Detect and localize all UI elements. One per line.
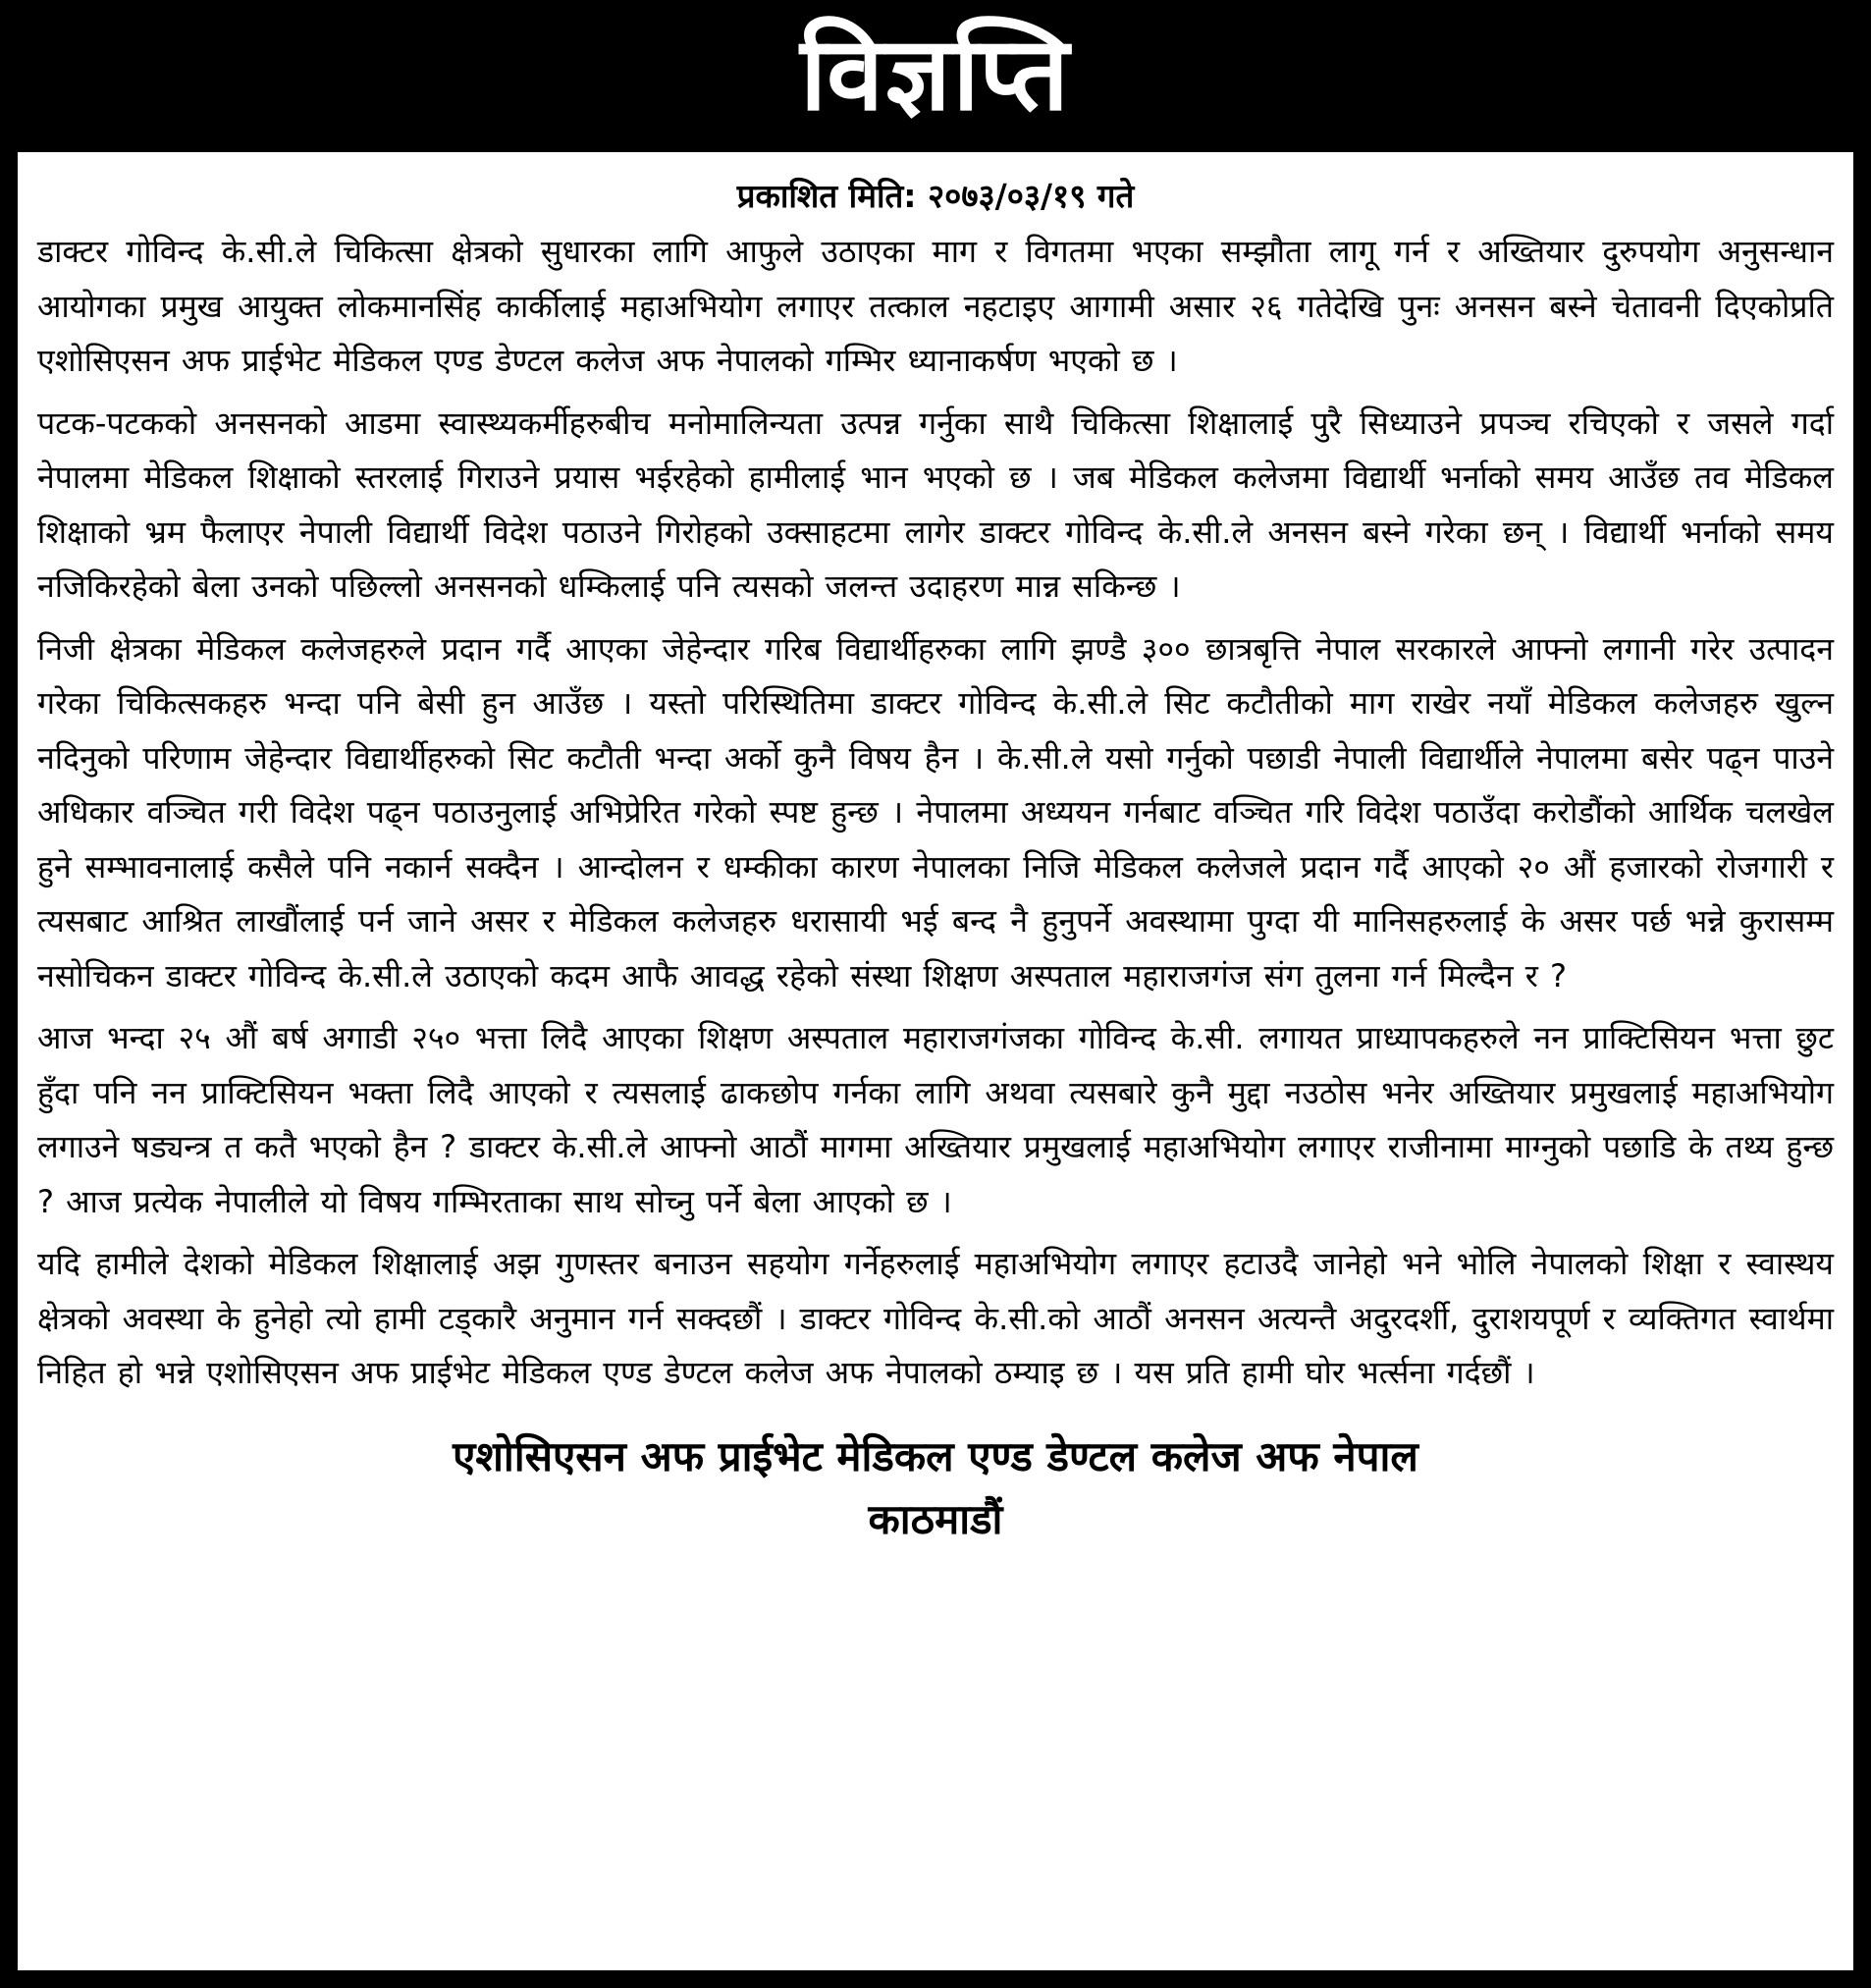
signature-place: काठमाडौं [868, 1494, 1003, 1543]
paragraph-3: निजी क्षेत्रका मेडिकल कलेजहरुले प्रदान गर्दै आएका जेहेन्दार गरिब विद्यार्थीहरुका लागि झण्डै ३०० छात्रबृत्ति नेपाल सरकारले आफ्नो लगानी गरेर उत्पादन गरेका चिकित्सकहरु भन्दा पनि बेसी हुन आउँछ । यस्तो परिस्थितिमा डाक्टर गोविन्द के.सी.ले सिट कटौतीको माग राखेर नयाँ मेडिकल कलेजहरु खुल्न नदिनुको परिणाम जेहेन्दार विद्यार्थीहरुको सिट कटौती भन्दा अर्को कुनै विषय हैन । के.सी.ले यसो गर्नुको पछाडी नेपाली विद्यार्थीले नेपालमा बसेर पढ्न पाउने अधिकार वञ्चित गरी विदेश पढ्न पठाउनुलाई अभिप्रेरित गरेको स्पष्ट हुन्छ । नेपालमा अध्ययन गर्नबाट वञ्चित गरि विदेश पठाउँदा करोडौंको आर्थिक चलखेल हुने सम्भावनालाई कसैले पनि नकार्न सक्दैन । आन्दोलन र धम्कीका कारण नेपालका निजि मेडिकल कलेजले प्रदान गर्दै आएको २० औं हजारको रोजगारी र त्यसबाट आश्रित लाखौंलाई पर्न जाने असर र मेडिकल कलेजहरु धरासायी भई बन्द नै हुनुपर्ने अवस्थामा पुग्दा यी मानिसहरुलाई के असर पर्छ भन्ने कुरासम्म नसोचिकन डाक्टर गोविन्द के.सी.ले उठाएको कदम आफै आवद्ध रहेको संस्था शिक्षण अस्पताल महाराजगंज संग तुलना गर्न मिल्दैन र ? [37, 629, 1834, 994]
paragraph-2: पटक-पटकको अनसनको आडमा स्वास्थ्यकर्मीहरुबीच मनोमालिन्यता उत्पन्न गर्नुका साथै चिकित्सा शिक्षालाई पुरै सिध्याउने प्रपञ्च रचिएको र जसले गर्दा नेपालमा मेडिकल शिक्षाको स्तरलाई गिराउने प्रयास भईरहेको हामीलाई भान भएको छ । जब मेडिकल कलेजमा विद्यार्थी भर्नाको समय आउँछ तव मेडिकल शिक्षाको भ्रम फैलाएर नेपाली विद्यार्थी विदेश पठाउने गिरोहको उक्साहटमा लागेर डाक्टर गोविन्द के.सी.ले अनसन बस्ने गरेका छन् । विद्यार्थी भर्नाको समय नजिकिरहेको बेला उनको पछिल्लो अनसनको धम्किलाई पनि त्यसको जलन्त उदाहरण मान्न सकिन्छ । [37, 403, 1834, 605]
published-date: प्रकाशित मिति: २०७३/०३/१९ गते [736, 177, 1135, 215]
paragraph-1: डाक्टर गोविन्द के.सी.ले चिकित्सा क्षेत्रको सुधारका लागि आफुले उठाएका माग र विगतमा भएका सम्झौता लागू गर्न र अख्तियार दुरुपयोग अनुसन्धान आयोगका प्रमुख आयुक्त लोकमानसिंह कार्कीलाई महाअभियोग लगाएर तत्काल नहटाइए आगामी असार २६ गतेदेखि पुनः अनसन बस्ने चेतावनी दिएकोप्रति एशोसिएसन अफ प्राईभेट मेडिकल एण्ड डेण्टल कलेज अफ नेपालको गम्भिर ध्यानाकर्षण भएको छ । [37, 233, 1834, 379]
paragraph-4: आज भन्दा २५ औं बर्ष अगाडी २५० भत्ता लिदै आएका शिक्षण अस्पताल महाराजगंजका गोविन्द के.सी. लगायत प्राध्यापकहरुले नन प्राक्टिसियन भत्ता छुट हुँदा पनि नन प्राक्टिसियन भक्ता लिदै आएको र त्यसलाई ढाकछोप गर्नका लागि अथवा त्यसबारे कुनै मुद्दा नउठोस भनेर अख्तियार प्रमुखलाई महाअभियोग लगाउने षड्यन्त्र त कतै भएको हैन ? डाक्टर के.सी.ले आफ्नो आठौं मागमा अख्तियार प्रमुखलाई महाअभियोग लगाएर राजीनामा माग्नुको पछाडि के तथ्य हुन्छ ? आज प्रत्येक नेपालीले यो विषय गम्भिरताका साथ सोच्नु पर्ने बेला आएको छ । [37, 1019, 1834, 1220]
title-bar [0, 0, 1871, 147]
notice-title: विज्ञप्ति [800, 14, 1071, 134]
notice-body [18, 152, 1853, 1970]
paragraph-5: यदि हामीले देशको मेडिकल शिक्षालाई अझ गुणस्तर बनाउन सहयोग गर्नेहरुलाई महाअभियोग लगाएर हटाउदै जानेहो भने भोलि नेपालको शिक्षा र स्वास्थय क्षेत्रको अवस्था के हुनेहो त्यो हामी टड्कारै अनुमान गर्न सक्दछौं । डाक्टर गोविन्द के.सी.को आठौं अनसन अत्यन्तै अदुरदर्शी, दुराशयपूर्ण र व्यक्तिगत स्वार्थमा निहित हो भन्ने एशोसिएसन अफ प्राईभेट मेडिकल एण्ड डेण्टल कलेज अफ नेपालको ठम्याइ छ । यस प्रति हामी घोर भर्त्सना गर्दछौं । [37, 1245, 1834, 1391]
signature-organization: एशोसिएसन अफ प्राईभेट मेडिकल एण्ड डेण्टल कलेज अफ नेपाल [453, 1431, 1418, 1480]
